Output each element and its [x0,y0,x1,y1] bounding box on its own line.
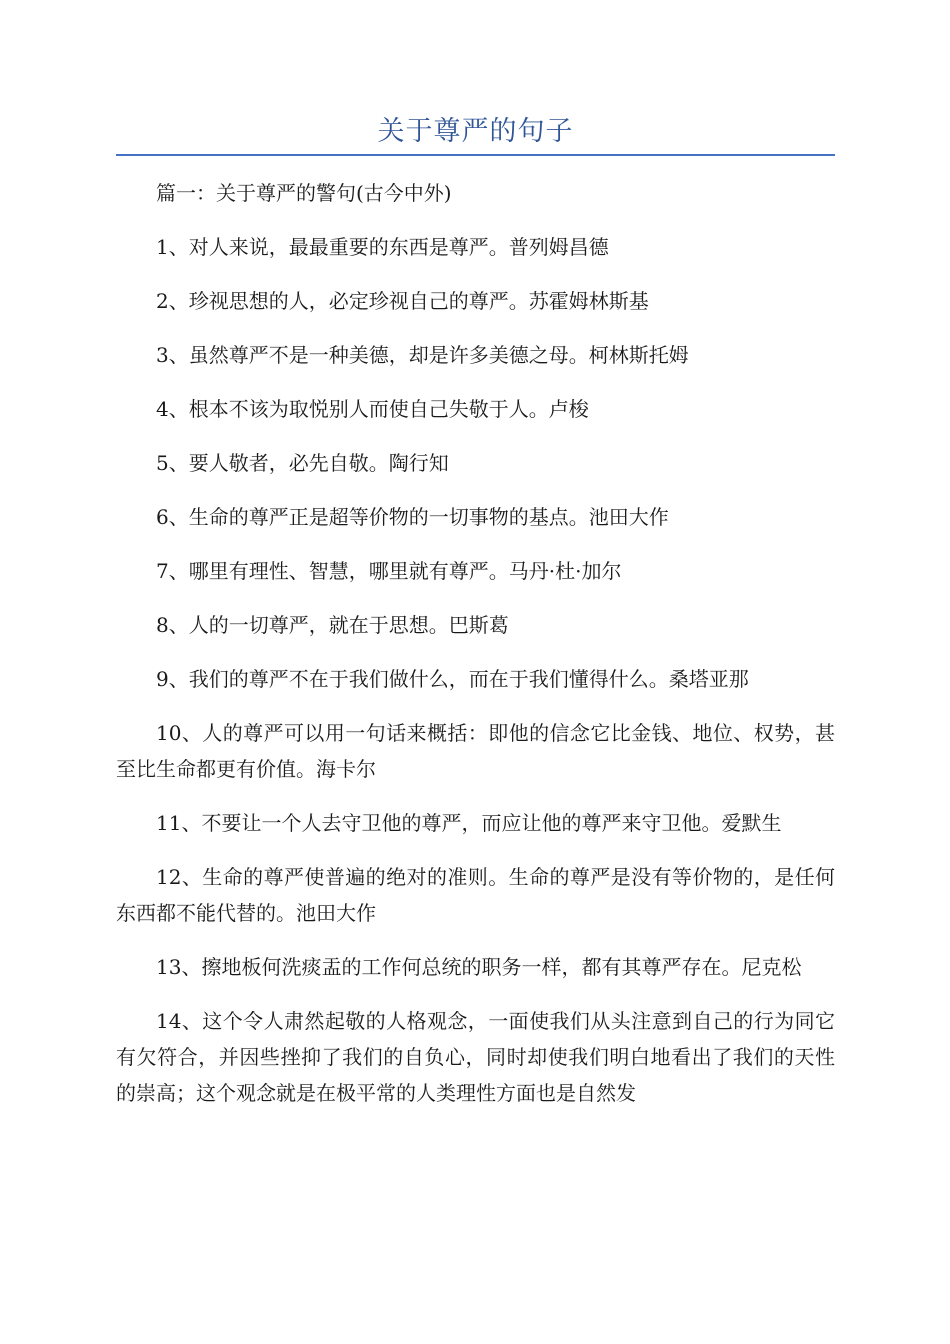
quote-paragraph: 5、要人敬者，必先自敬。陶行知 [156,451,449,475]
quote-paragraph: 7、哪里有理性、智慧，哪里就有尊严。马丹·杜·加尔 [156,559,622,583]
quote-paragraph: 12、生命的尊严使普遍的绝对的准则。生命的尊严是没有等价物的，是任何东西都不能代替的。池田大作 [116,865,835,925]
quote-paragraph: 9、我们的尊严不在于我们做什么，而在于我们懂得什么。桑塔亚那 [156,667,749,691]
quote-paragraph: 1、对人来说，最最重要的东西是尊严。普列姆昌德 [156,235,609,259]
quote-paragraph: 2、珍视思想的人，必定珍视自己的尊严。苏霍姆林斯基 [156,289,649,313]
quote-paragraph: 11、不要让一个人去守卫他的尊严，而应让他的尊严来守卫他。爱默生 [156,811,782,835]
quote-paragraph: 10、人的尊严可以用一句话来概括：即他的信念它比金钱、地位、权势，甚至比生命都更有价值。海卡尔 [116,721,835,781]
document-title: 关于尊严的句子 [377,116,574,147]
section-heading: 篇一：关于尊严的警句(古今中外) [156,181,452,205]
quote-paragraph: 8、人的一切尊严，就在于思想。巴斯葛 [156,613,509,637]
quote-paragraph: 14、这个令人肃然起敬的人格观念，一面使我们从头注意到自己的行为同它有欠符合，并因些挫抑了我们的自负心，同时却使我们明白地看出了我们的天性的崇高；这个观念就是在极平常的人类理性方面也是自然发 [116,1009,835,1105]
quote-paragraph: 6、生命的尊严正是超等价物的一切事物的基点。池田大作 [156,505,669,529]
quote-paragraph: 13、擦地板何洗痰盂的工作何总统的职务一样，都有其尊严存在。尼克松 [156,955,802,979]
quote-paragraph: 3、虽然尊严不是一种美德，却是许多美德之母。柯林斯托姆 [156,343,689,367]
quote-paragraph: 4、根本不该为取悦别人而使自己失敬于人。卢梭 [156,397,589,421]
title-divider [116,154,835,156]
document-body [116,175,835,1129]
